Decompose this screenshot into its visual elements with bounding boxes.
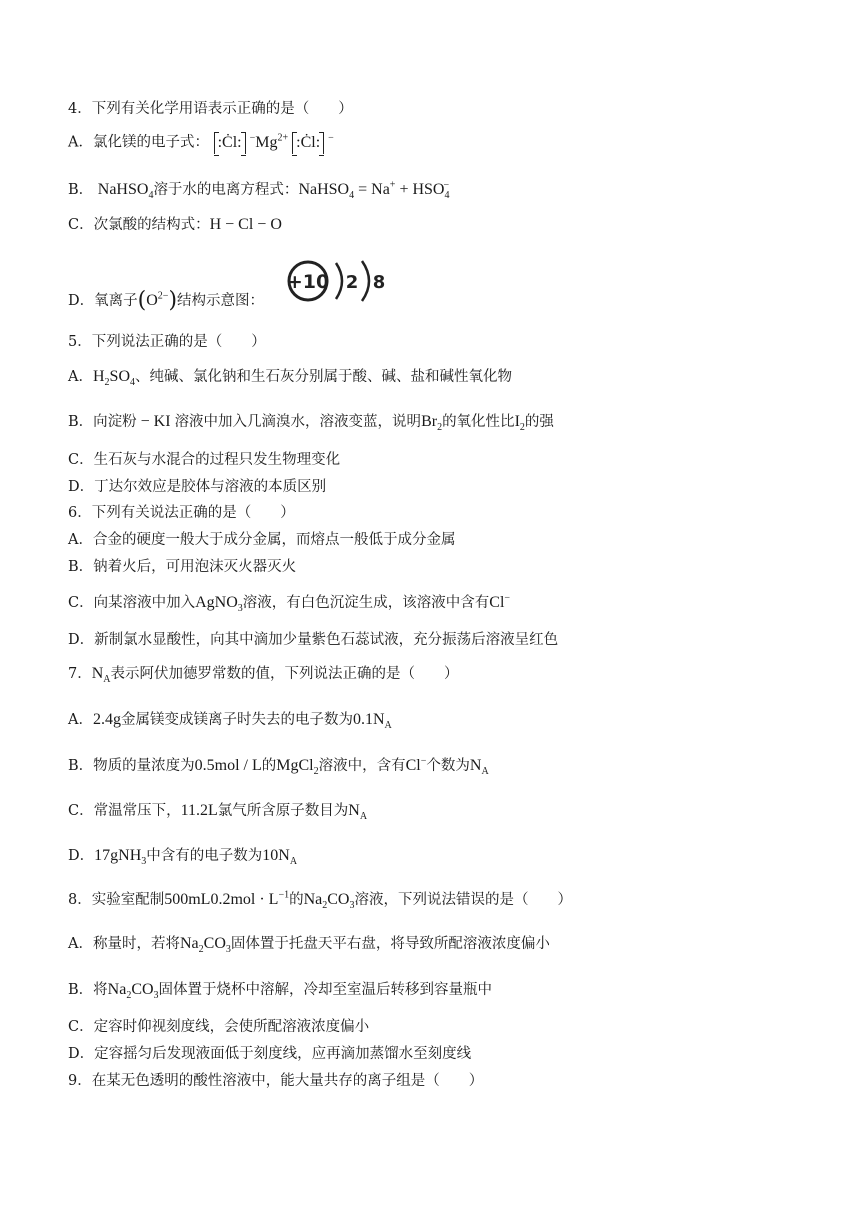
q8-option-d: D．定容摇匀后发现液面低于刻度线，应再滴加蒸馏水至刻度线 [68,1046,472,1062]
q7-stem: 7．$N_A$表示阿伏加德罗常数的值，下列说法正确的是（ ） [68,665,459,686]
q4-option-a: A．氯化镁的电子式： :Ċl: $^-Mg^{2+}$ :Ċl: − [68,132,334,154]
cl-bracket-right: :Ċl: [292,132,324,154]
q7-option-b: B．物质的量浓度为0.5mol / L的MgCl$_2$溶液中，含有Cl−个数为$N_A$ [68,755,489,778]
q8-option-a: A．称量时，若将$Na_2CO_3$固体置于托盘天平右盘，将导致所配溶液浓度偏小 [68,935,550,956]
q8-option-b: B．将$Na_2CO_3$固体置于烧杯中溶解，冷却至室温后转移到容量瓶中 [68,981,493,1002]
shell2-electrons: 8 [372,272,386,293]
q5-option-c: C．生石灰与水混合的过程只发生物理变化 [68,452,341,468]
q6-stem: 6．下列有关说法正确的是（ ） [68,505,295,521]
q6-option-b: B．钠着火后，可用泡沫灭火器灭火 [68,559,297,575]
q4-stem: 4．下列有关化学用语表示正确的是（ ） [68,101,353,117]
q7-option-d: D．17gNH$_3$中含有的电子数为$10N_A$ [68,847,298,868]
q5-option-a: A．$H_2SO_4$、纯碱、氯化钠和生石灰分别属于酸、碱、盐和碱性氧化物 [68,368,512,389]
q7-option-a: A．2.4g金属镁变成镁离子时失去的电子数为$0.1N_A$ [68,711,392,732]
oxygen-ion-structure-diagram [282,255,392,311]
q4-option-b: B． NaHSO$_4$溶于水的电离方程式：NaHSO$_4$ = $Na^+ + HSO_4^-$ [68,179,450,202]
q4-option-d: D．氧离子$(O^{2-})$结构示意图： [68,288,265,313]
q7-option-c: C．常温常压下，11.2L氯气所含原子数目为$N_A$ [68,802,368,823]
cl-bracket-left: :Ċl: [214,132,246,154]
shell1-electrons: 2 [345,272,359,293]
electron-formula-mgcl2: :Ċl: $^-Mg^{2+}$ :Ċl: − [214,134,334,151]
nucleus-label: +10 [286,271,330,293]
q9-stem: 9．在某无色透明的酸性溶液中，能大量共存的离子组是（ ） [68,1073,484,1089]
q6-option-d: D．新制氯水显酸性，向其中滴加少量紫色石蕊试液，充分振荡后溶液呈红色 [68,632,559,648]
q8-stem: 8．实验室配制$500mL0.2mol \cdot L^{-1}$的$Na_2CO_3$溶液，下列说法错误的是（ ） [68,889,572,912]
q5-option-d: D．丁达尔效应是胶体与溶液的本质区别 [68,479,327,495]
q6-option-c: C．向某溶液中加入AgNO$_3$溶液，有白色沉淀生成，该溶液中含有Cl− [68,592,511,615]
q5-stem: 5．下列说法正确的是（ ） [68,334,266,350]
q4-option-c: C．次氯酸的结构式：H − Cl − O [68,216,282,233]
q6-option-a: A．合金的硬度一般大于成分金属，而熔点一般低于成分金属 [68,532,456,548]
q8-option-c: C．定容时仰视刻度线，会使所配溶液浓度偏小 [68,1019,370,1035]
q5-option-b: B．向淀粉 − KI 溶液中加入几滴溴水，溶液变蓝，说明$Br_2$的氧化性比$I_2$的强 [68,413,554,434]
